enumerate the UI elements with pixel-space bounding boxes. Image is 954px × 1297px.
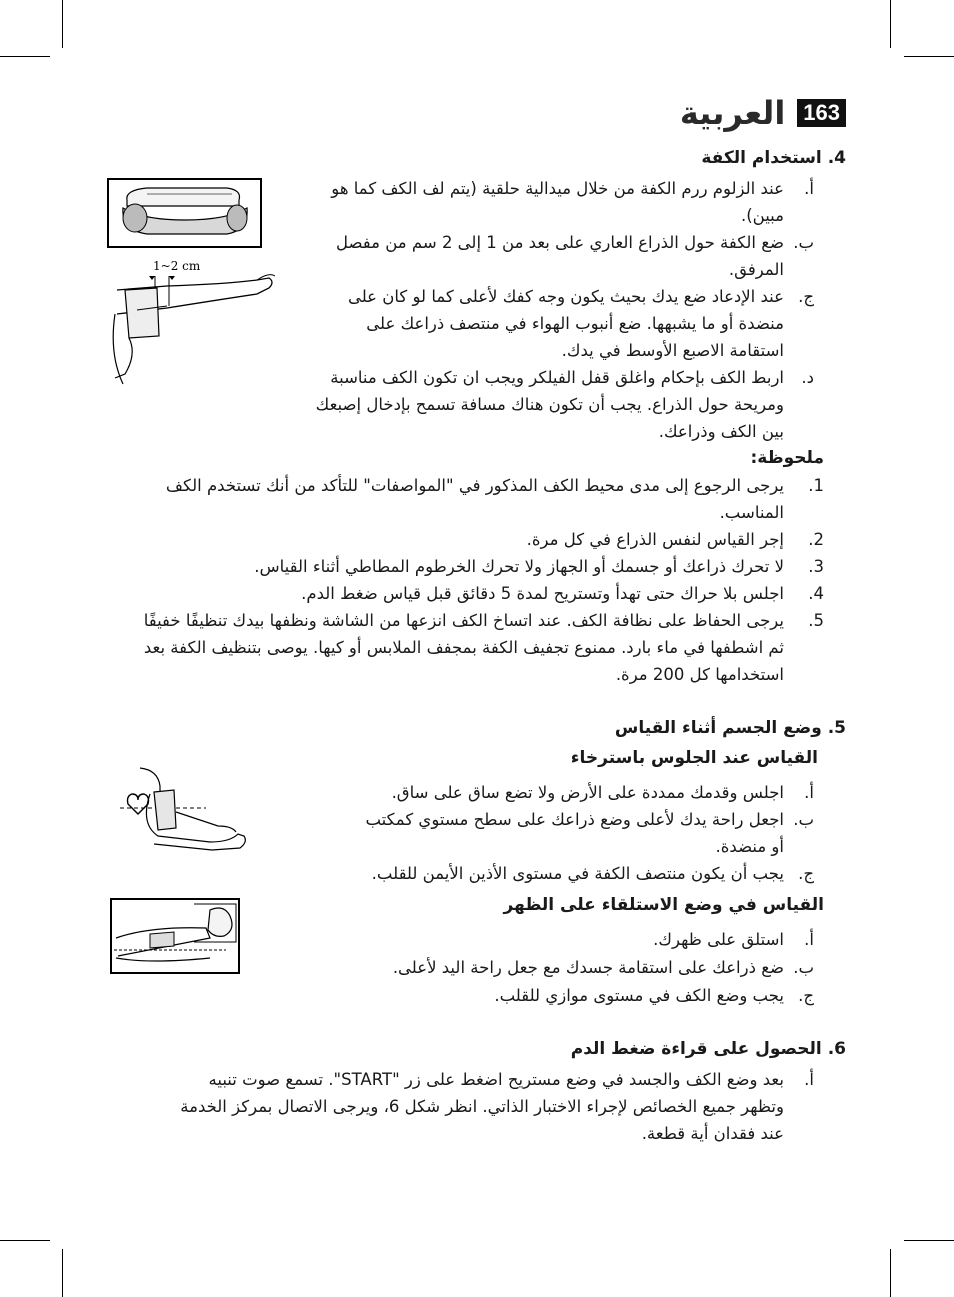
item-line: يجب وضع الكف في مستوى موازي للقلب. [494,986,784,1005]
item-marker: ب. [793,233,814,252]
figure-label: 1~2 cm [153,259,201,273]
item-body [392,779,784,806]
language-title: العربية [679,94,786,132]
list-item [99,1066,814,1147]
item-line: يجب أن يكون منتصف الكفة في مستوى الأذين الأيمن للقلب. [371,864,784,883]
lying-position-illustration [110,898,240,974]
item-line: يرجى الرجوع إلى مدى محيط الكف المذكور في "المواصفات" للتأكد من أنك تستخدم الكف [165,476,784,495]
item-line: ثم اشطفها في ماء بارد. ممنوع تجفيف الكفة بمجفف الملابس أو كيها. يوصى بتنظيف الكفة بعد [143,638,784,657]
item-body [348,283,784,364]
section-title: الحصول على قراءة ضغط الدم [570,1039,822,1059]
item-body [365,806,784,860]
item-line: بين الكف وذراعك. [658,422,784,441]
list-item [274,982,814,1009]
item-line: عند الإدعاد ضع يدك بحيث يكون وجه كفك لأعلى كما لو كان على [347,287,784,306]
section-number: 4. [827,148,846,168]
arm-cuff-illustration [107,254,277,389]
page-number: 163 [797,99,846,127]
list-item [284,175,814,229]
item-body [653,926,784,953]
item-body [316,364,784,445]
item-body [494,982,784,1009]
crop-mark [904,56,954,57]
item-marker: 1. [808,476,824,495]
item-line: اجعل راحة يدك لأعلى وضع ذراعك على سطح مستوي كمكتب [365,810,784,829]
list-item [274,954,814,981]
item-body [254,553,784,580]
note-heading: ملحوظة: [750,448,824,468]
item-line: ضع الكفة حول الذراع العاري على بعد من 1 إلى 2 سم من مفصل [336,233,784,252]
seated-position-illustration [110,764,250,854]
item-line: اربط الكف بإحكام واغلق قفل الفيلكر ويجب ان تكون الكف مناسبة [330,368,784,387]
list-item [274,926,814,953]
item-line: المرفق. [728,260,784,279]
item-line: أو منضدة. [715,837,784,856]
item-line: استقامة الاصبع الأوسط في يدك. [561,341,784,360]
item-body [331,175,784,229]
section-4-heading [701,145,846,172]
item-line: منضدة أو ما يشبهها. ضع أنبوب الهواء في منتصف ذراعك على [366,314,784,333]
list-item [274,860,814,887]
subsection-heading: القياس عند الجلوس باسترخاء [570,748,818,768]
item-marker: ج. [798,287,814,306]
item-line: ومريحة حول الذراع. يجب أن تكون هناك مسافة تسمح بإدخال إصبعك [315,395,784,414]
item-marker: أ. [804,1070,814,1089]
item-line: يرجى الحفاظ على نظافة الكف. عند اتساخ الكف انزعها من الشاشة ونظفها بيدك تنظيفًا خفيفًا [143,611,784,630]
item-line: ضع ذراعك على استقامة جسدك مع جعل راحة اليد لأعلى. [392,958,784,977]
note-item [109,472,824,526]
item-marker: ج. [798,864,814,883]
crop-mark [890,1249,891,1297]
item-body [144,607,784,688]
item-line: عند فقدان أية قطعة. [641,1124,784,1143]
item-marker: د. [801,368,814,387]
item-line: المناسب. [719,503,784,522]
item-body [372,860,784,887]
item-body [301,580,784,607]
item-marker: ج. [798,986,814,1005]
cuff-illustration [107,178,262,248]
item-marker: أ. [804,930,814,949]
item-line: استخدامها كل 200 مرة. [615,665,784,684]
note-item [109,526,824,553]
item-marker: 3. [808,557,824,576]
section-5-heading [615,715,846,742]
note-item [109,580,824,607]
item-line: مبين). [740,206,784,225]
item-marker: أ. [804,783,814,802]
item-line: إجر القياس لنفس الذراع في كل مرة. [526,530,784,549]
item-marker: 2. [808,530,824,549]
page-header [680,94,846,132]
crop-mark [904,1240,954,1241]
list-item [274,806,814,860]
crop-mark [62,1249,63,1297]
section-number: 6. [827,1039,846,1059]
item-body [180,1066,784,1147]
item-marker: ب. [793,958,814,977]
item-line: استلق على ظهرك. [653,930,784,949]
item-marker: 4. [808,584,824,603]
item-marker: أ. [804,179,814,198]
list-item [284,283,814,364]
item-body [393,954,784,981]
note-item [109,607,824,688]
subsection-heading: القياس في وضع الاستلقاء على الظهر [503,895,824,915]
item-line: اجلس وقدمك ممددة على الأرض ولا تضع ساق على ساق. [391,783,784,802]
item-marker: ب. [793,810,814,829]
item-line: وتظهر جميع الخصائص لإجراء الاختبار الذاتي. انظر شكل 6، ويرجى الاتصال بمركز الخدمة [180,1097,784,1116]
section-title: استخدام الكفة [701,148,822,168]
item-body [166,472,784,526]
item-line: لا تحرك ذراعك أو جسمك أو الجهاز ولا تحرك الخرطوم المطاطي أثناء القياس. [254,557,784,576]
item-body [527,526,784,553]
list-item [244,364,814,445]
item-line: بعد وضع الكف والجسد في وضع مستريح اضغط على زر "START". تسمع صوت تنبيه [208,1070,784,1089]
heart-icon [128,794,149,814]
list-item [274,779,814,806]
section-number: 5. [827,718,846,738]
section-title: وضع الجسم أثناء القياس [614,718,822,738]
crop-mark [0,56,50,57]
crop-mark [62,0,63,48]
crop-mark [0,1240,50,1241]
list-item [284,229,814,283]
note-item [109,553,824,580]
item-line: عند الزلوم ررم الكفة من خلال ميدالية حلقية (يتم لف الكف كما هو [331,179,784,198]
item-body [336,229,784,283]
section-6-heading [571,1036,846,1063]
crop-mark [890,0,891,48]
item-marker: 5. [808,611,824,630]
item-line: اجلس بلا حراك حتى تهدأ وتستريح لمدة 5 دقائق قبل قياس ضغط الدم. [301,584,784,603]
